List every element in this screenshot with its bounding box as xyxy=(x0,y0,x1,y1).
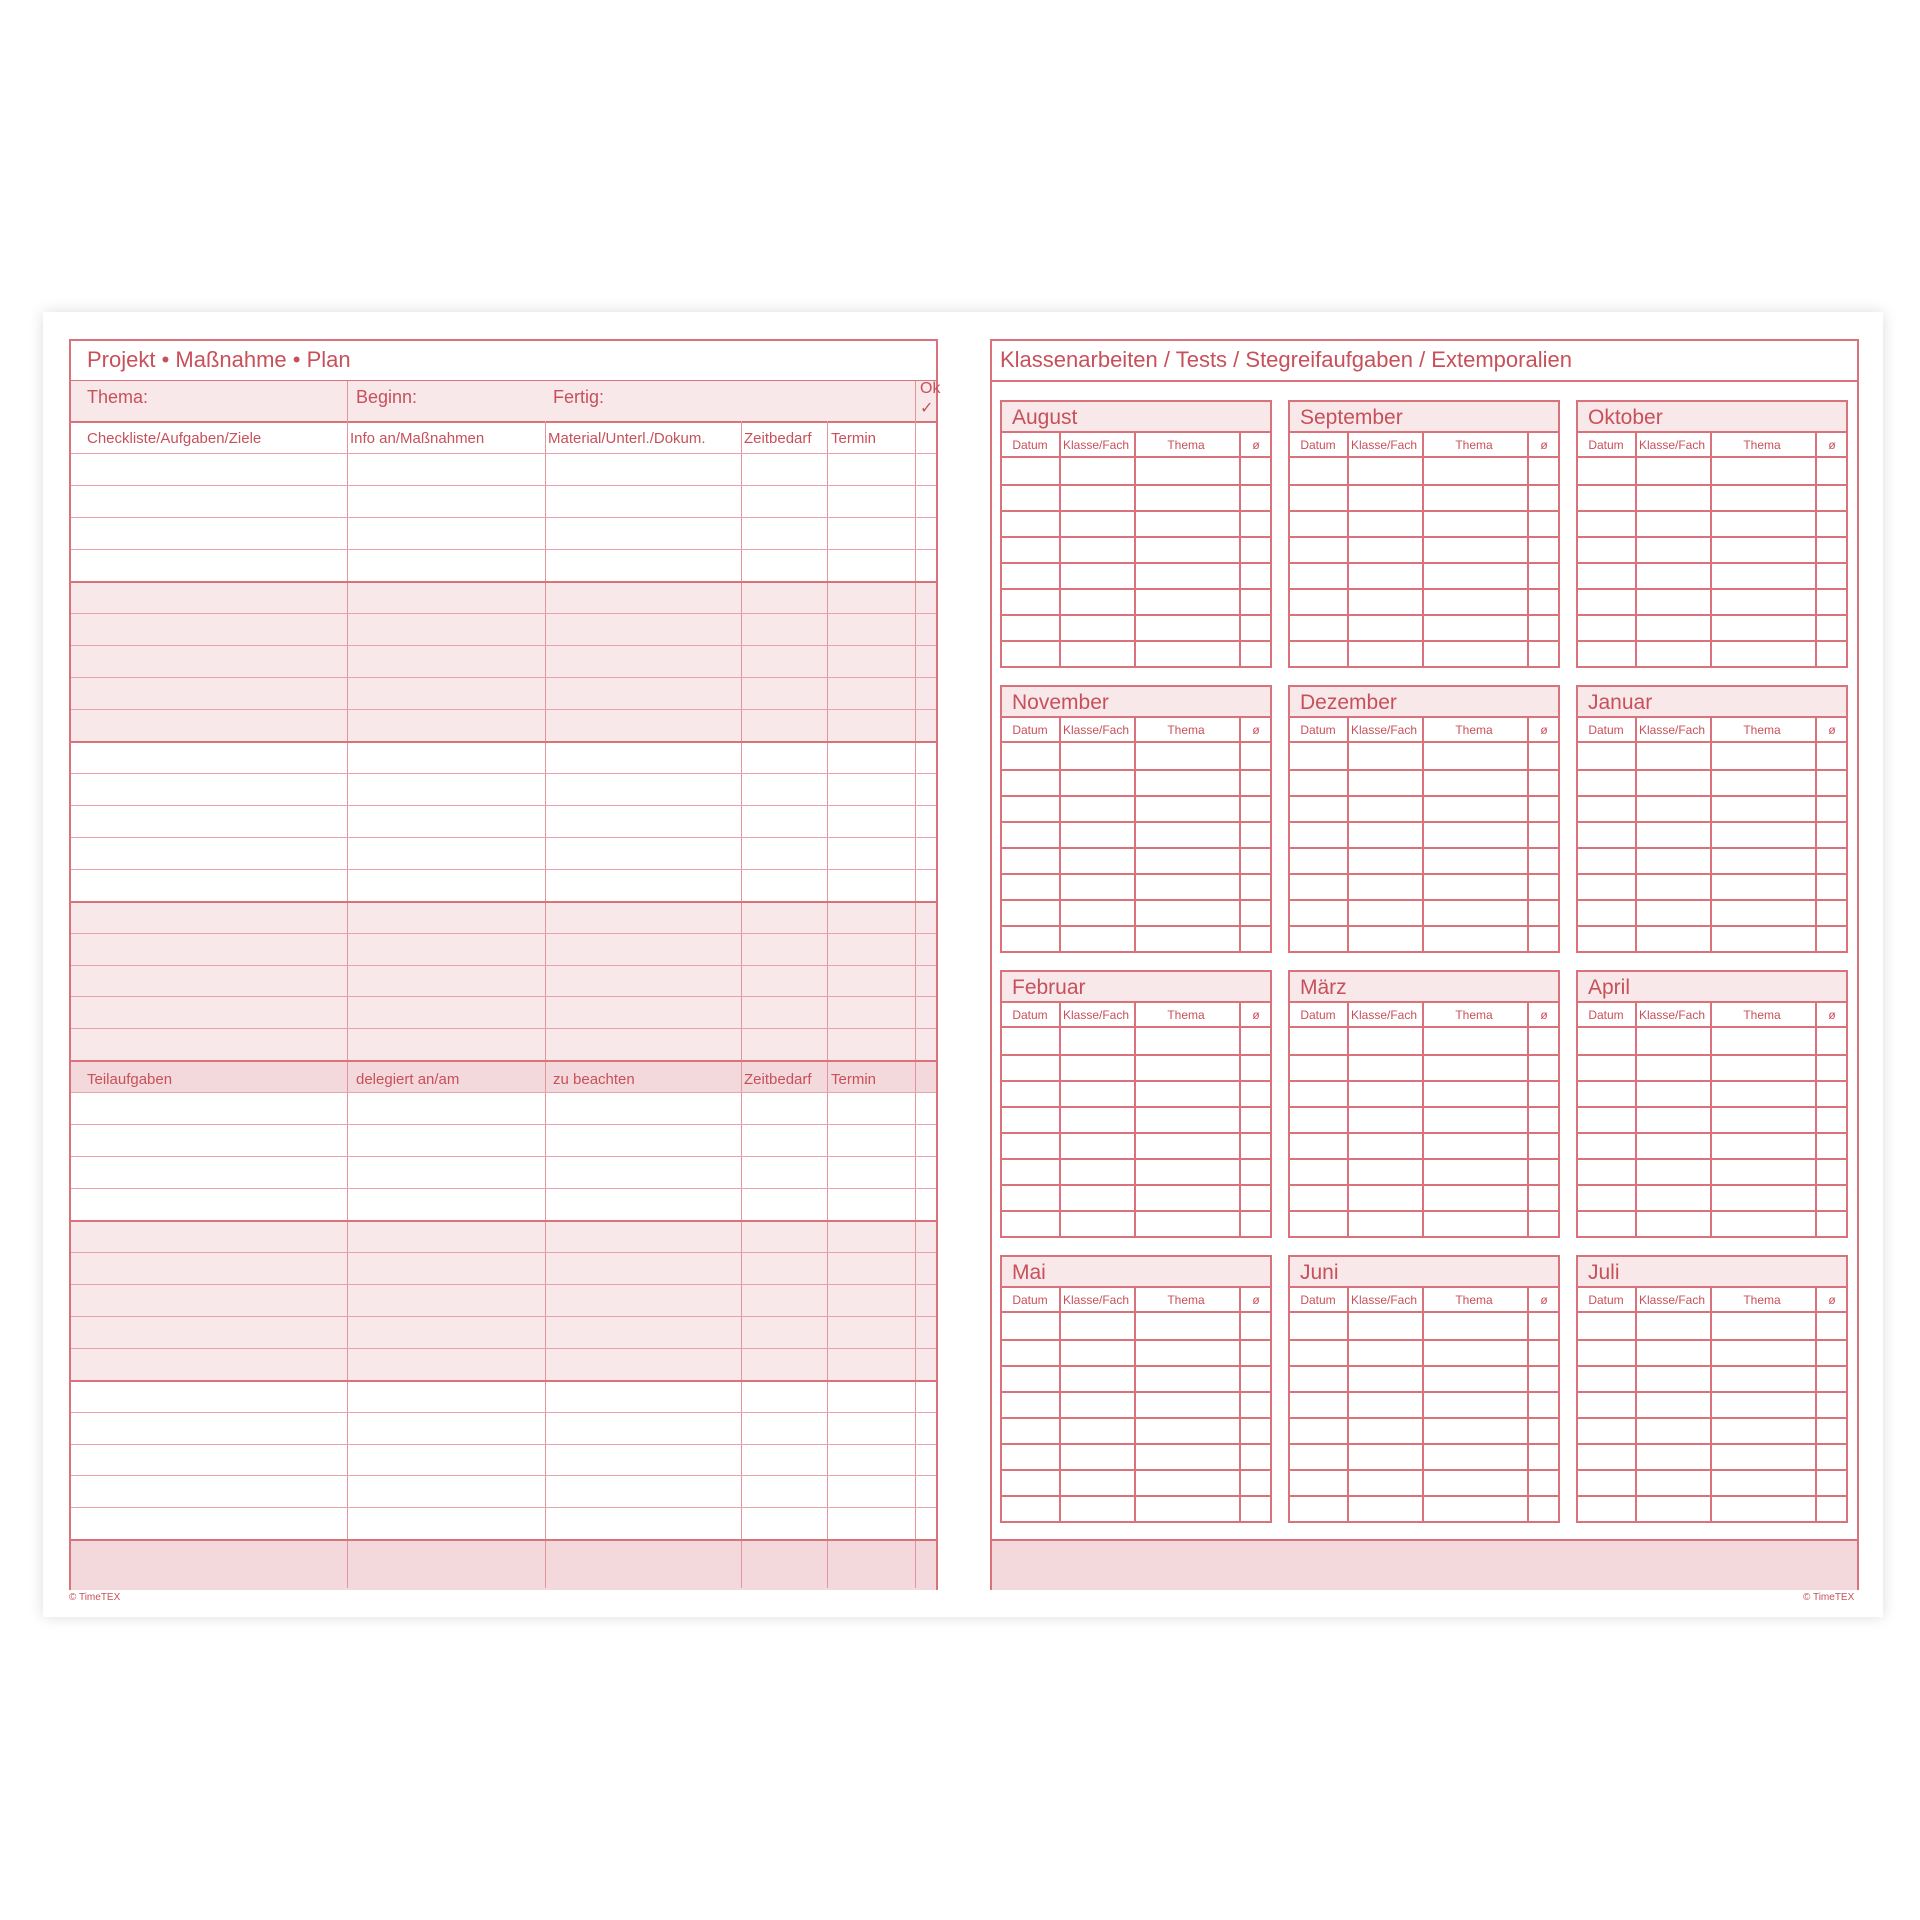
month-col-label: Klasse/Fach xyxy=(1638,438,1706,452)
month-row-line xyxy=(1002,1158,1270,1160)
month-row-line xyxy=(1578,899,1846,901)
month-col-label: ø xyxy=(1252,723,1260,737)
month-column-header xyxy=(1290,433,1558,458)
month-row-line xyxy=(1578,1339,1846,1341)
month-row-line xyxy=(1578,1495,1846,1497)
grid-row-line xyxy=(71,581,936,583)
col-checkliste: Checkliste/Aufgaben/Ziele xyxy=(87,430,262,447)
copyright-right: © TimeTEX xyxy=(1803,1592,1855,1603)
month-col-line xyxy=(1059,1003,1061,1236)
month-col-line xyxy=(1059,718,1061,951)
month-row-line xyxy=(1578,1210,1846,1212)
grid-row-line xyxy=(71,1380,936,1382)
grid-row-line xyxy=(71,965,936,966)
month-header xyxy=(1578,687,1846,718)
grid-row-line xyxy=(71,485,936,486)
project-plan-panel xyxy=(69,339,941,1590)
grid-row-line xyxy=(71,1060,936,1062)
month-col-label: Thema xyxy=(1743,438,1781,452)
month-table-4 xyxy=(1000,685,1272,953)
grid-row-line xyxy=(71,1124,936,1125)
month-col-label: Datum xyxy=(1300,723,1336,737)
month-col-label: ø xyxy=(1540,723,1548,737)
month-table-12 xyxy=(1576,1255,1848,1523)
month-row-line xyxy=(1578,562,1846,564)
month-col-label: ø xyxy=(1828,1293,1836,1307)
month-col-line xyxy=(1635,433,1637,666)
month-row-line xyxy=(1578,1054,1846,1056)
month-name: November xyxy=(1012,691,1109,714)
month-col-line xyxy=(1347,1003,1349,1236)
month-col-line xyxy=(1239,1288,1241,1521)
month-col-line xyxy=(1635,1288,1637,1521)
month-table-11 xyxy=(1288,1255,1560,1523)
month-row-line xyxy=(1002,1365,1270,1367)
month-row-line xyxy=(1002,925,1270,927)
month-col-label: Thema xyxy=(1743,1008,1781,1022)
month-row-line xyxy=(1002,614,1270,616)
month-column-header xyxy=(1578,1003,1846,1028)
month-row-line xyxy=(1578,821,1846,823)
grid-row-line xyxy=(71,869,936,870)
month-col-line xyxy=(1710,718,1712,951)
month-row-line xyxy=(1578,640,1846,642)
month-col-label: Thema xyxy=(1455,1293,1493,1307)
month-column-header xyxy=(1290,1003,1558,1028)
month-row-line xyxy=(1290,1132,1558,1134)
month-header xyxy=(1578,1257,1846,1288)
month-col-label: Thema xyxy=(1167,1293,1205,1307)
month-row-line xyxy=(1290,1365,1558,1367)
month-row-line xyxy=(1290,536,1558,538)
col-zeitbedarf-2: Zeitbedarf xyxy=(744,1071,812,1088)
month-col-label: Datum xyxy=(1300,1008,1336,1022)
month-col-label: Klasse/Fach xyxy=(1350,1293,1418,1307)
month-row-line xyxy=(1578,588,1846,590)
grid-row-line xyxy=(71,1444,936,1445)
month-col-line xyxy=(1347,718,1349,951)
month-col-line xyxy=(1134,1288,1136,1521)
month-col-label: ø xyxy=(1540,438,1548,452)
month-row-line xyxy=(1002,795,1270,797)
month-row-line xyxy=(1002,1080,1270,1082)
month-row-line xyxy=(1290,588,1558,590)
month-column-header xyxy=(1002,1288,1270,1313)
month-col-label: ø xyxy=(1252,438,1260,452)
grid-row-line xyxy=(71,1507,936,1508)
exams-title: Klassenarbeiten / Tests / Stegreifaufgaben / Extemporalien xyxy=(1000,347,1572,372)
col-info: Info an/Maßnahmen xyxy=(350,430,485,447)
grid-row-line xyxy=(71,1092,936,1093)
month-header xyxy=(1290,1257,1558,1288)
month-col-label: ø xyxy=(1540,1008,1548,1022)
month-row-line xyxy=(1002,562,1270,564)
month-header xyxy=(1002,1257,1270,1288)
grid-row-line xyxy=(71,741,936,743)
month-row-line xyxy=(1290,795,1558,797)
month-row-line xyxy=(1290,1417,1558,1419)
month-col-label: Datum xyxy=(1588,723,1624,737)
month-header xyxy=(1290,687,1558,718)
month-row-line xyxy=(1578,925,1846,927)
month-header xyxy=(1578,972,1846,1003)
header-column-line xyxy=(347,381,348,421)
month-col-line xyxy=(1422,1003,1424,1236)
month-header xyxy=(1290,402,1558,433)
month-row-line xyxy=(1290,899,1558,901)
month-col-label: ø xyxy=(1252,1293,1260,1307)
month-row-line xyxy=(1578,1184,1846,1186)
month-name: April xyxy=(1588,976,1631,999)
month-col-line xyxy=(1059,433,1061,666)
month-col-label: Thema xyxy=(1167,438,1205,452)
month-row-line xyxy=(1002,484,1270,486)
month-row-line xyxy=(1290,873,1558,875)
month-col-label: Klasse/Fach xyxy=(1062,438,1130,452)
left-footer-band xyxy=(71,1539,936,1590)
month-row-line xyxy=(1290,1184,1558,1186)
month-row-line xyxy=(1290,1443,1558,1445)
month-row-line xyxy=(1578,769,1846,771)
month-col-line xyxy=(1239,1003,1241,1236)
month-row-line xyxy=(1290,614,1558,616)
month-col-label: Datum xyxy=(1012,1293,1048,1307)
month-row-line xyxy=(1578,614,1846,616)
right-footer-band xyxy=(992,1539,1857,1590)
month-col-line xyxy=(1239,718,1241,951)
month-row-line xyxy=(1002,1339,1270,1341)
month-table-7 xyxy=(1000,970,1272,1238)
month-name: Juni xyxy=(1300,1261,1339,1284)
grid-row-line xyxy=(71,837,936,838)
month-col-line xyxy=(1422,1288,1424,1521)
month-col-label: Datum xyxy=(1300,438,1336,452)
month-row-line xyxy=(1578,1391,1846,1393)
row-group-band xyxy=(71,901,936,1061)
grid-row-line xyxy=(71,549,936,550)
month-row-line xyxy=(1002,588,1270,590)
month-column-header xyxy=(1002,1003,1270,1028)
month-col-label: Datum xyxy=(1588,1293,1624,1307)
month-name: August xyxy=(1012,406,1078,429)
month-col-label: Klasse/Fach xyxy=(1350,438,1418,452)
month-col-label: Thema xyxy=(1455,723,1493,737)
month-col-label: Klasse/Fach xyxy=(1638,1293,1706,1307)
ok-label: Ok xyxy=(920,380,941,397)
month-column-header xyxy=(1002,718,1270,743)
month-header xyxy=(1002,972,1270,1003)
col-zu-beachten: zu beachten xyxy=(553,1071,635,1088)
month-col-line xyxy=(1134,718,1136,951)
month-name: Dezember xyxy=(1300,691,1397,714)
month-col-line xyxy=(1239,433,1241,666)
month-row-line xyxy=(1002,1469,1270,1471)
month-col-line xyxy=(1815,433,1817,666)
month-col-label: Klasse/Fach xyxy=(1638,723,1706,737)
month-row-line xyxy=(1578,1158,1846,1160)
col-termin: Termin xyxy=(831,430,877,447)
grid-row-line xyxy=(71,805,936,806)
month-table-6 xyxy=(1576,685,1848,953)
month-col-label: Klasse/Fach xyxy=(1350,723,1418,737)
month-col-label: Klasse/Fach xyxy=(1062,1008,1130,1022)
month-row-line xyxy=(1290,1106,1558,1108)
month-col-line xyxy=(1134,433,1136,666)
month-row-line xyxy=(1002,769,1270,771)
month-col-line xyxy=(1422,433,1424,666)
grid-row-line xyxy=(71,1412,936,1413)
month-col-label: ø xyxy=(1540,1293,1548,1307)
month-row-line xyxy=(1290,1339,1558,1341)
month-row-line xyxy=(1290,821,1558,823)
month-col-label: ø xyxy=(1828,723,1836,737)
grid-row-line xyxy=(71,1348,936,1349)
month-table-10 xyxy=(1000,1255,1272,1523)
month-row-line xyxy=(1578,1080,1846,1082)
grid-row-line xyxy=(71,677,936,678)
month-row-line xyxy=(1002,510,1270,512)
grid-row-line xyxy=(71,1188,936,1189)
month-col-line xyxy=(1347,433,1349,666)
grid-row-line xyxy=(71,1156,936,1157)
month-row-line xyxy=(1002,1443,1270,1445)
month-row-line xyxy=(1578,510,1846,512)
month-column-header xyxy=(1290,1288,1558,1313)
month-row-line xyxy=(1290,847,1558,849)
month-row-line xyxy=(1290,1210,1558,1212)
grid-row-line xyxy=(71,1284,936,1285)
month-name: September xyxy=(1300,406,1403,429)
month-table-9 xyxy=(1576,970,1848,1238)
month-column-header xyxy=(1002,433,1270,458)
header-column-line xyxy=(915,381,916,421)
month-row-line xyxy=(1002,1184,1270,1186)
month-col-label: Klasse/Fach xyxy=(1062,1293,1130,1307)
grid-row-line xyxy=(71,517,936,518)
month-col-label: Datum xyxy=(1012,723,1048,737)
month-table-5 xyxy=(1288,685,1560,953)
grid-row-line xyxy=(71,1220,936,1222)
month-row-line xyxy=(1002,899,1270,901)
month-row-line xyxy=(1578,873,1846,875)
month-header xyxy=(1002,687,1270,718)
grid-row-line xyxy=(71,773,936,774)
month-row-line xyxy=(1002,1417,1270,1419)
row-group-band xyxy=(71,581,936,741)
month-row-line xyxy=(1002,1132,1270,1134)
month-col-line xyxy=(1815,1003,1817,1236)
col-delegiert: delegiert an/am xyxy=(356,1071,460,1088)
month-row-line xyxy=(1002,1391,1270,1393)
month-col-label: Datum xyxy=(1588,438,1624,452)
grid-row-line xyxy=(71,933,936,934)
project-plan-title: Projekt • Maßnahme • Plan xyxy=(87,347,351,372)
month-col-line xyxy=(1527,718,1529,951)
month-row-line xyxy=(1290,1495,1558,1497)
beginn-label: Beginn: xyxy=(356,387,418,407)
month-col-line xyxy=(1710,1003,1712,1236)
month-name: Januar xyxy=(1588,691,1653,714)
month-col-line xyxy=(1134,1003,1136,1236)
month-row-line xyxy=(1290,510,1558,512)
month-col-label: Thema xyxy=(1743,723,1781,737)
month-name: März xyxy=(1300,976,1347,999)
month-col-line xyxy=(1347,1288,1349,1521)
month-row-line xyxy=(1578,1469,1846,1471)
month-column-header xyxy=(1578,1288,1846,1313)
project-header-band xyxy=(71,381,936,421)
month-table-2 xyxy=(1288,400,1560,668)
month-col-line xyxy=(1635,1003,1637,1236)
month-row-line xyxy=(1002,536,1270,538)
month-col-label: ø xyxy=(1828,1008,1836,1022)
month-row-line xyxy=(1578,847,1846,849)
month-row-line xyxy=(1578,1443,1846,1445)
copyright-left: © TimeTEX xyxy=(69,1592,121,1603)
month-col-line xyxy=(1422,718,1424,951)
month-row-line xyxy=(1578,1417,1846,1419)
month-col-line xyxy=(1527,1003,1529,1236)
month-row-line xyxy=(1290,1054,1558,1056)
month-col-label: Thema xyxy=(1167,1008,1205,1022)
month-row-line xyxy=(1002,1054,1270,1056)
month-row-line xyxy=(1002,873,1270,875)
month-col-label: ø xyxy=(1252,1008,1260,1022)
grid-row-line xyxy=(71,1028,936,1029)
grid-row-line xyxy=(71,1316,936,1317)
month-col-label: Thema xyxy=(1455,438,1493,452)
month-row-line xyxy=(1002,1106,1270,1108)
month-row-line xyxy=(1578,1132,1846,1134)
month-col-label: Datum xyxy=(1012,438,1048,452)
month-col-label: Thema xyxy=(1455,1008,1493,1022)
month-col-line xyxy=(1815,1288,1817,1521)
month-table-8 xyxy=(1288,970,1560,1238)
month-row-line xyxy=(1290,562,1558,564)
grid-row-line xyxy=(71,613,936,614)
month-row-line xyxy=(1578,1106,1846,1108)
month-name: Oktober xyxy=(1588,406,1663,429)
grid-row-line xyxy=(71,645,936,646)
month-col-line xyxy=(1527,1288,1529,1521)
month-col-line xyxy=(1815,718,1817,951)
month-column-header xyxy=(1578,433,1846,458)
month-row-line xyxy=(1290,925,1558,927)
grid-row-line xyxy=(71,901,936,903)
month-header xyxy=(1290,972,1558,1003)
month-row-line xyxy=(1290,1469,1558,1471)
row-group-band xyxy=(71,1220,936,1380)
month-table-1 xyxy=(1000,400,1272,668)
month-col-line xyxy=(1059,1288,1061,1521)
month-col-label: ø xyxy=(1828,438,1836,452)
month-name: Juli xyxy=(1588,1261,1620,1284)
month-col-label: Thema xyxy=(1743,1293,1781,1307)
month-row-line xyxy=(1290,484,1558,486)
month-col-label: Klasse/Fach xyxy=(1350,1008,1418,1022)
month-row-line xyxy=(1290,1080,1558,1082)
month-row-line xyxy=(1578,1365,1846,1367)
col-material: Material/Unterl./Dokum. xyxy=(548,430,706,447)
month-col-label: Datum xyxy=(1012,1008,1048,1022)
month-row-line xyxy=(1290,769,1558,771)
month-col-label: Datum xyxy=(1588,1008,1624,1022)
month-row-line xyxy=(1578,536,1846,538)
grid-row-line xyxy=(71,996,936,997)
month-col-label: Klasse/Fach xyxy=(1062,723,1130,737)
thema-label: Thema: xyxy=(87,387,149,407)
month-column-header xyxy=(1290,718,1558,743)
month-col-label: Thema xyxy=(1167,723,1205,737)
month-row-line xyxy=(1002,821,1270,823)
month-name: Februar xyxy=(1012,976,1086,999)
month-row-line xyxy=(1578,484,1846,486)
grid-row-line xyxy=(71,1475,936,1476)
month-column-header xyxy=(1578,718,1846,743)
month-row-line xyxy=(1290,1391,1558,1393)
month-row-line xyxy=(1002,1210,1270,1212)
month-col-label: Datum xyxy=(1300,1293,1336,1307)
month-row-line xyxy=(1578,795,1846,797)
month-col-line xyxy=(1527,433,1529,666)
check-icon: ✓ xyxy=(920,400,934,417)
grid-row-line xyxy=(71,453,936,454)
month-col-line xyxy=(1710,433,1712,666)
grid-row-line xyxy=(71,1539,936,1541)
month-row-line xyxy=(1002,847,1270,849)
month-col-line xyxy=(1635,718,1637,951)
month-col-label: Klasse/Fach xyxy=(1638,1008,1706,1022)
col-termin-2: Termin xyxy=(831,1071,877,1088)
month-row-line xyxy=(1290,640,1558,642)
month-header xyxy=(1578,402,1846,433)
month-header xyxy=(1002,402,1270,433)
month-table-3 xyxy=(1576,400,1848,668)
month-row-line xyxy=(1002,640,1270,642)
grid-row-line xyxy=(71,1252,936,1253)
month-name: Mai xyxy=(1012,1261,1046,1284)
col-zeitbedarf: Zeitbedarf xyxy=(744,430,812,447)
grid-row-line xyxy=(71,709,936,710)
month-row-line xyxy=(1290,1158,1558,1160)
col-teilaufgaben: Teilaufgaben xyxy=(87,1071,173,1088)
fertig-label: Fertig: xyxy=(553,387,605,407)
month-col-line xyxy=(1710,1288,1712,1521)
month-row-line xyxy=(1002,1495,1270,1497)
